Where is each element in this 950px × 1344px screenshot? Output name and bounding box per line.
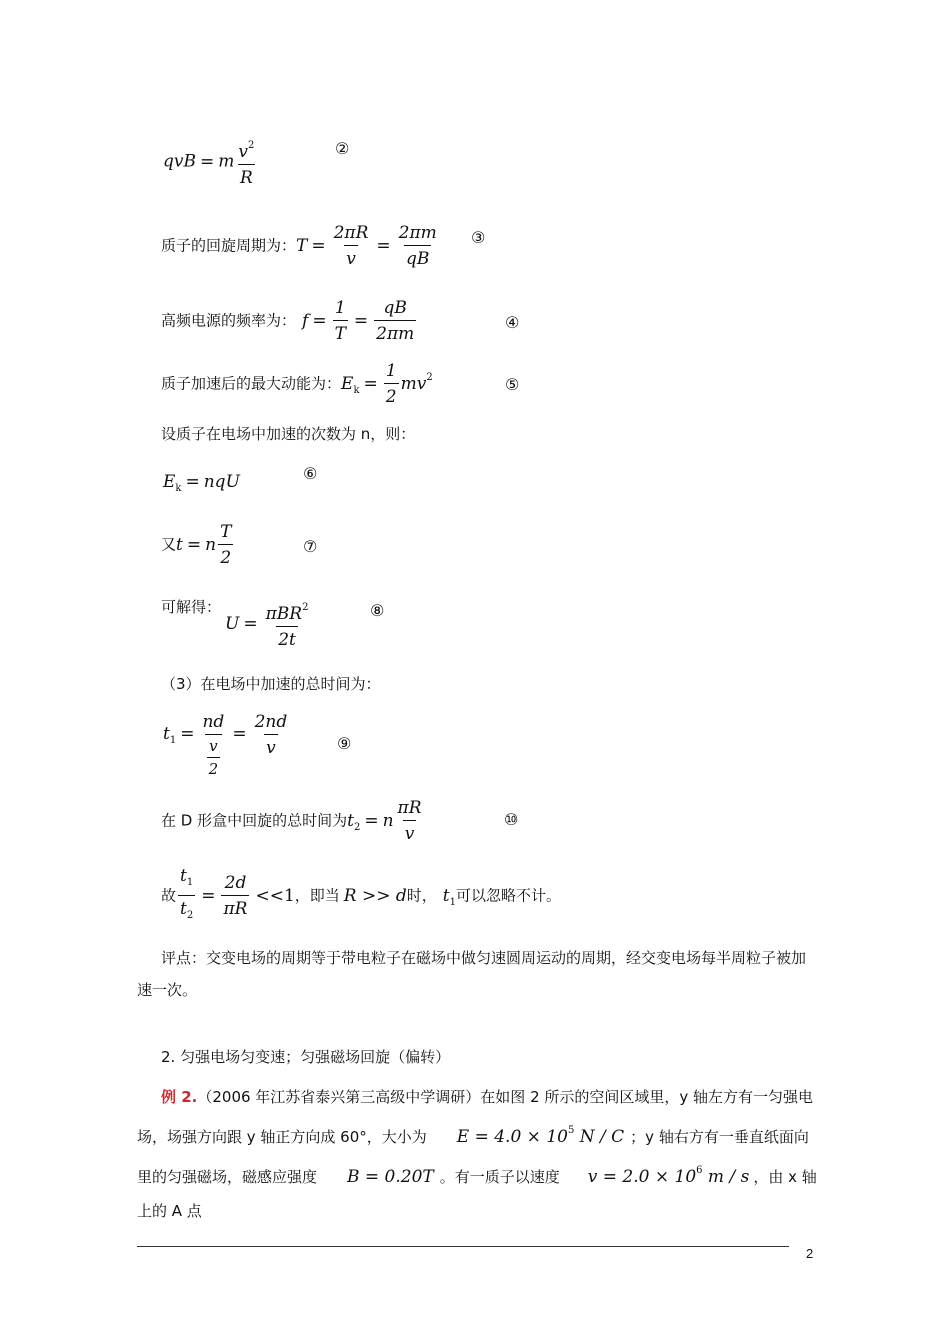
example-E-sup: 5 <box>567 1125 575 1136</box>
eq11-f2-num: 2d <box>224 873 247 893</box>
eq3-f1-den: v <box>344 245 358 269</box>
eq5-E: E <box>341 373 354 394</box>
equation-4-number: ④ <box>505 313 520 332</box>
example-v-expr: v = 2.0 × 10 <box>587 1167 697 1187</box>
eq2-fraction <box>236 136 256 188</box>
eq9-f2-num: 2nd <box>254 712 288 732</box>
eq7-f-num: T <box>220 522 232 542</box>
eq11-label: 故 <box>161 886 177 905</box>
equation-6-number: ⑥ <box>303 464 318 483</box>
eq2-num: v <box>238 142 248 162</box>
eq11-mid: ，即当 <box>294 886 340 905</box>
eq4-f1-den: T <box>333 320 348 344</box>
eq10-n: n <box>382 810 394 831</box>
equation-3: 质子的回旋周期为：T = $\frac{2\pi R}{v}$ = $\frac{2\pi m}{qB}$ <box>161 223 437 269</box>
equation-3-number: ③ <box>471 228 486 247</box>
equation-9: $t_1$ = $\frac{nd}{\frac{v}{2}}$ = $\frac{2nd}{v}$ <box>163 712 288 778</box>
eq4-f2-den: 2πm <box>374 320 416 344</box>
example-B-expr: B = 0.20T <box>347 1167 434 1187</box>
eq11-cond: R >> d <box>343 885 407 906</box>
example-text-2: ；y 轴右方有一垂直纸面向里的匀强磁场，磁感应强度 <box>137 1128 809 1186</box>
eq6-sub: k <box>175 483 182 494</box>
page-number: 2 <box>806 1246 814 1261</box>
text-line-n: 设质子在电场中加速的次数为 n，则： <box>161 425 416 443</box>
eq8-f-sup: 2 <box>302 602 309 613</box>
eq10-t: t <box>347 810 354 831</box>
eq11-rel: <<1 <box>255 885 295 906</box>
equation-5: 质子加速后的最大动能为：$E_k$ = $\frac{1}{2}$ $mv^2$ <box>161 361 433 407</box>
equation-4: 高频电源的频率为： f = $\frac{1}{T}$ = $\frac{qB}{2\pi m}$ <box>161 298 415 344</box>
equation-8: 可解得：U = $\frac{\pi BR^2}{2t}$ <box>161 598 309 650</box>
eq3-f1-num: 2πR <box>333 223 369 243</box>
example-v-sup: 6 <box>696 1165 703 1176</box>
eq3-f2-den: qB <box>404 245 431 269</box>
eq5-rhs: mv <box>400 373 427 394</box>
eq5-sub: k <box>353 384 360 396</box>
eq8-label: 可解得： <box>161 598 222 616</box>
equation-7-number: ⑦ <box>303 537 318 556</box>
example-text-3: 。有一质子以速度 <box>439 1168 560 1186</box>
eq4-label: 高频电源的频率为： <box>161 311 297 330</box>
eq11-f1-num-sub: 1 <box>186 877 194 888</box>
text-line-3: （3）在电场中加速的总时间为： <box>161 675 381 693</box>
eq2-m: m <box>218 151 235 172</box>
eq7-n: n <box>205 534 217 555</box>
example-2-paragraph <box>137 1080 817 1228</box>
eq9-f1-den-num: v <box>209 737 218 755</box>
eq3-T: T <box>296 235 308 256</box>
eq2-lhs: qvB <box>163 151 196 172</box>
eq8-f-den: 2t <box>276 626 298 650</box>
equation-2-number: ② <box>335 139 350 158</box>
eq8-f-num: πBR <box>265 604 303 624</box>
eq9-t: t <box>163 724 170 744</box>
eq10-label: 在 D 形盒中回旋的总时间为 <box>161 811 348 830</box>
equation-10: 在 D 形盒中回旋的总时间为$t_2 = n$ $\frac{\pi R}{v}$ <box>161 798 422 844</box>
section-2-heading: 2. 匀强电场匀变速；匀强磁场回旋（偏转） <box>161 1048 451 1066</box>
footer-divider <box>137 1246 789 1247</box>
equation-10-number: ⑩ <box>504 810 519 829</box>
eq11-f1-num: t <box>180 866 187 886</box>
eq5-label: 质子加速后的最大动能为： <box>161 374 342 393</box>
eq9-f1-den-den: 2 <box>207 757 221 778</box>
equation-6: $E_k$ = nqU <box>163 472 240 494</box>
eq11-t: t <box>442 885 450 906</box>
equation-5-number: ⑤ <box>505 375 520 394</box>
equation-2: qvB = m $\frac{v^2}{R}$ <box>163 136 258 188</box>
eq6-E: E <box>163 472 176 492</box>
eq6-rhs: nqU <box>203 472 240 492</box>
eq11-f2-den: πR <box>221 895 249 919</box>
eq3-f2-num: 2πm <box>398 223 437 243</box>
example-v-unit: m / s <box>702 1167 750 1187</box>
comment-paragraph: 评点：交变电场的周期等于带电粒子在磁场中做匀速圆周运动的周期，经交变电场每半周粒子被加速一次。 <box>137 949 807 999</box>
eq4-f1-num: 1 <box>334 298 346 318</box>
equation-8-number: ⑧ <box>370 601 385 620</box>
equation-11: 故 $\frac{t_1}{t_2}$ = $\frac{2d}{\pi R}$ <<1，即当 R >> d时， $t_1$可以忽略不计。 <box>161 866 561 926</box>
eq9-f1-num: nd <box>202 712 225 732</box>
eq7-label: 又 <box>161 535 177 554</box>
eq11-f1-den: t <box>180 899 187 919</box>
eq7-f-den: 2 <box>218 544 233 568</box>
eq3-label: 质子的回旋周期为： <box>161 236 297 255</box>
eq11-t-sub: 1 <box>449 896 457 908</box>
eq2-sup: 2 <box>247 140 255 151</box>
example-label: 例 2. <box>161 1088 198 1106</box>
eq5-f-num: 1 <box>385 361 397 381</box>
eq10-f-den: v <box>403 820 417 844</box>
eq4-f: f <box>302 310 309 331</box>
eq5-f-den: 2 <box>384 383 399 407</box>
eq2-den: R <box>238 164 255 188</box>
eq10-sub: 2 <box>353 821 361 833</box>
eq9-sub: 1 <box>169 735 177 746</box>
eq7-t: t <box>176 534 183 555</box>
eq9-f2-den: v <box>264 734 278 758</box>
eq10-f-num: πR <box>397 798 422 818</box>
equation-7: 又t = n $\frac{T}{2}$ <box>161 522 232 568</box>
eq11-f1-den-sub: 2 <box>186 910 194 921</box>
eq11-time: 时， <box>406 886 437 905</box>
example-text-1: （2006 年江苏省泰兴第三高级中学调研）在如图 2 所示的空间区域里，y 轴左方有一匀强电场，场强方向跟 y 轴正方向成 60°，大小为 <box>137 1088 814 1146</box>
equation-9-number: ⑨ <box>337 734 352 753</box>
eq4-f2-num: qB <box>383 298 407 318</box>
eq11-tail: 可以忽略不计。 <box>456 886 562 905</box>
example-E-unit: N / C <box>574 1127 625 1147</box>
example-text-4: ，由 x 轴上的 A 点 <box>137 1168 817 1220</box>
example-E-expr: E = 4.0 × 10 <box>456 1127 568 1147</box>
eq5-sup: 2 <box>426 371 433 383</box>
eq8-U: U <box>225 613 240 634</box>
